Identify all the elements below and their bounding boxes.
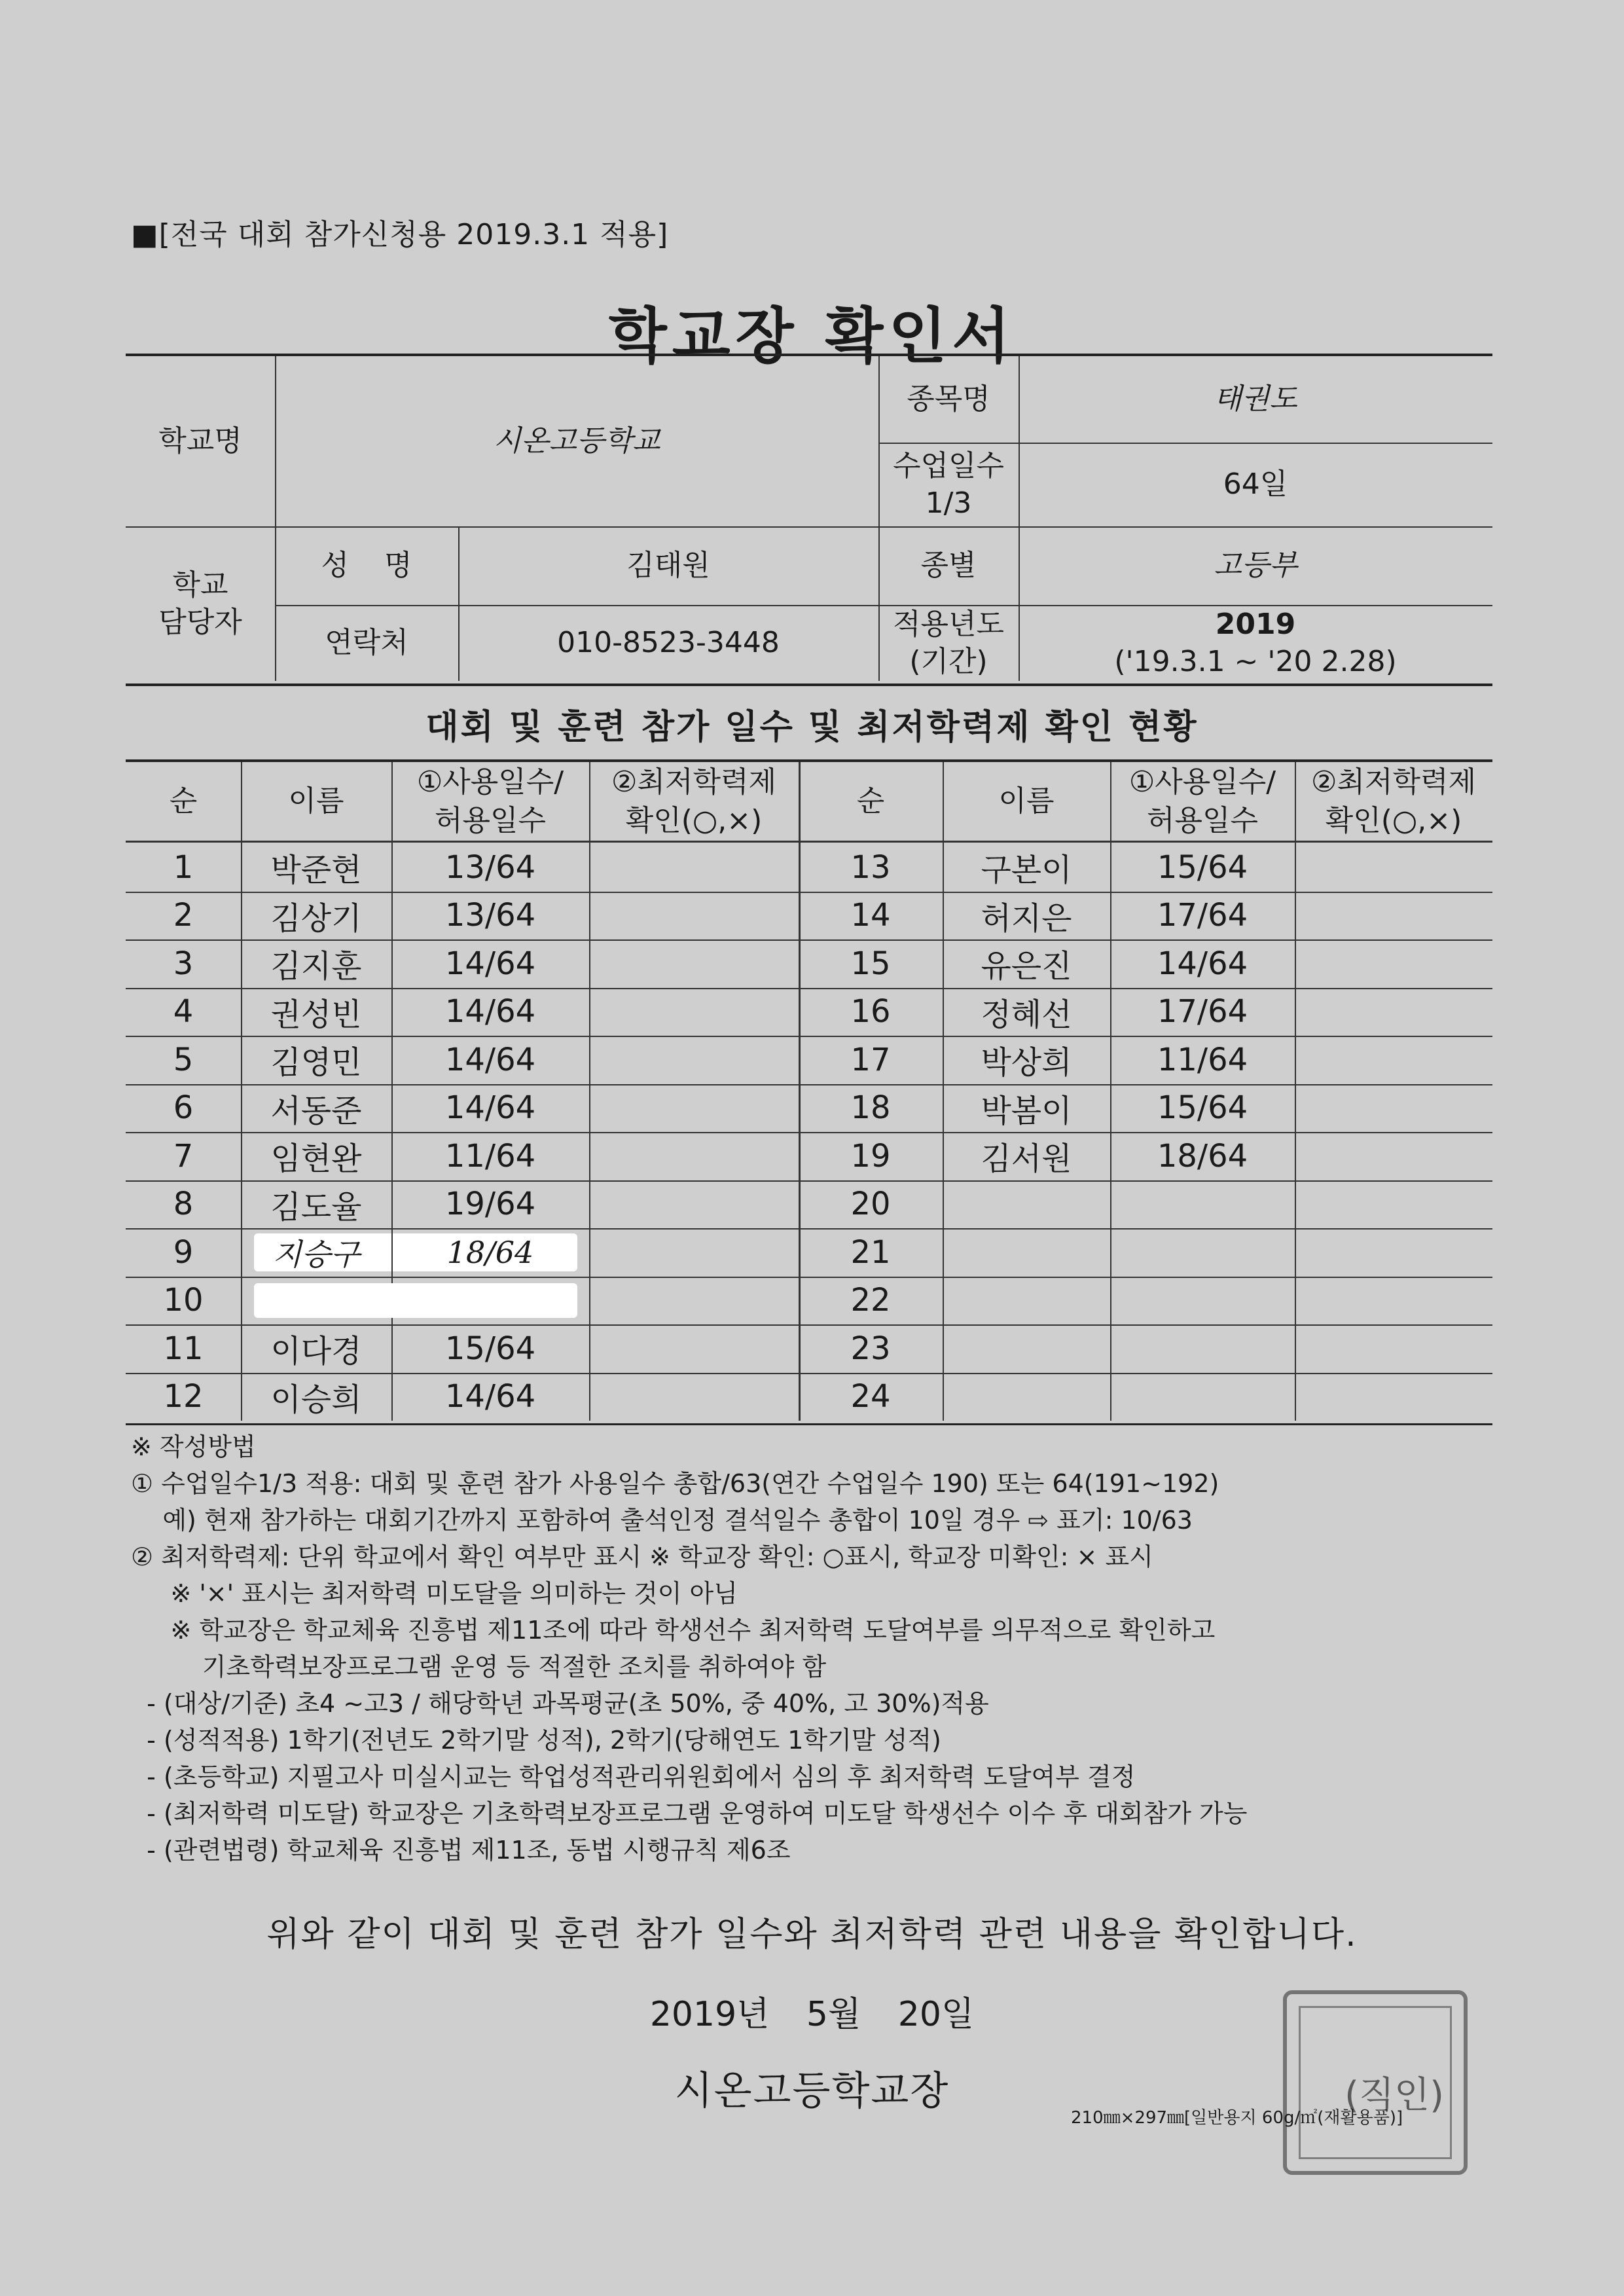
roster-right-check-17 xyxy=(1295,1036,1492,1084)
roster-right-name-21 xyxy=(943,1228,1110,1277)
roster-left-check-6 xyxy=(589,1084,799,1133)
roster-left-no-10: 10 xyxy=(163,1282,204,1319)
roster-right-check-24 xyxy=(1295,1373,1492,1421)
roster-right-days-20 xyxy=(1110,1180,1295,1229)
roster-left-name-9: 지승구 xyxy=(272,1236,360,1272)
contact-label: 연락처 xyxy=(325,626,408,660)
school-days-label: 수업일수 1/3 xyxy=(892,448,1004,520)
roster-right-no-15: 15 xyxy=(850,945,891,982)
official-seal xyxy=(1283,1990,1468,2175)
roster-right-no-21: 21 xyxy=(850,1233,891,1271)
roster-left-check-11 xyxy=(589,1324,799,1373)
roster-left-no-4: 4 xyxy=(173,993,194,1030)
roster-right-name-19: 김서원 xyxy=(981,1140,1072,1178)
note-line: - (초등학교) 지필고사 미실시교는 학업성적관리위원회에서 심의 후 최저학력 도달여부 결정 xyxy=(131,1762,1136,1791)
sport-value: 태권도 xyxy=(1214,382,1297,416)
roster-left-check-5 xyxy=(589,1036,799,1084)
note-line: 기초학력보장프로그램 운영 등 적절한 조치를 취하여야 함 xyxy=(131,1652,827,1681)
roster-right-check-20 xyxy=(1295,1180,1492,1229)
roster-left-check-3 xyxy=(589,939,799,988)
note-line: - (관련법령) 학교체육 진흥법 제11조, 동법 시행규칙 제6조 xyxy=(131,1836,791,1865)
apply-year-label: 적용년도 (기간) xyxy=(892,607,1004,678)
roster-right-no-22: 22 xyxy=(850,1282,891,1319)
manager-name-value: 김태원 xyxy=(626,549,710,583)
roster-right-days-23 xyxy=(1110,1324,1295,1373)
principal-signature-line: 시온고등학교장 xyxy=(674,2068,950,2114)
roster-left-name-3: 김지훈 xyxy=(270,948,362,985)
roster-left-name-11: 이다경 xyxy=(270,1333,362,1370)
roster-right-no-18: 18 xyxy=(850,1089,891,1127)
roster-right-days-21 xyxy=(1110,1228,1295,1277)
roster-left-name-7: 임현완 xyxy=(270,1140,362,1178)
header-used-right: ①사용일수/ 허용일수 xyxy=(1128,765,1276,837)
roster-right-no-16: 16 xyxy=(850,993,891,1030)
note-line: - (성적적용) 1학기(전년도 2학기말 성적), 2학기(당해연도 1학기말 성적) xyxy=(131,1726,941,1755)
roster-right-name-17: 박상희 xyxy=(981,1044,1072,1082)
roster-right-check-21 xyxy=(1295,1228,1492,1277)
roster-left-no-5: 5 xyxy=(173,1041,194,1078)
roster-left-no-11: 11 xyxy=(163,1330,204,1367)
roster-right-days-13: 15/64 xyxy=(1157,848,1248,886)
roster-right-days-24 xyxy=(1110,1373,1295,1421)
roster-table xyxy=(126,759,1492,1425)
header-no-left: 순 xyxy=(169,784,198,818)
school-name-value: 시온고등학교 xyxy=(493,424,660,458)
correction-tape xyxy=(254,1283,577,1319)
division-label: 종별 xyxy=(920,549,977,583)
roster-left-name-12: 이승희 xyxy=(270,1381,362,1418)
roster-right-check-13 xyxy=(1295,843,1492,892)
roster-left-no-9: 9 xyxy=(173,1233,194,1271)
roster-left-days-7: 11/64 xyxy=(444,1137,536,1175)
roster-left-days-8: 19/64 xyxy=(444,1186,536,1223)
roster-left-name-5: 김영민 xyxy=(270,1044,362,1082)
section-title: 대회 및 훈련 참가 일수 및 최저학력제 확인 현황 xyxy=(425,708,1199,747)
roster-left-days-2: 13/64 xyxy=(444,897,536,934)
header-no-right: 순 xyxy=(856,784,885,818)
roster-right-name-13: 구본이 xyxy=(981,852,1072,889)
roster-right-no-17: 17 xyxy=(850,1041,891,1078)
note-line: 예) 현재 참가하는 대회기간까지 포함하여 출석인정 결석일수 총합이 10일 경우 ⇨ 표기: 10/63 xyxy=(131,1506,1193,1535)
roster-right-no-23: 23 xyxy=(850,1330,891,1367)
roster-left-check-7 xyxy=(589,1132,799,1180)
roster-left-name-6: 서동준 xyxy=(270,1092,362,1129)
apply-period-value: ('19.3.1 ~ '20 2.28) xyxy=(1114,645,1397,678)
header-name-left: 이름 xyxy=(288,784,344,818)
roster-right-days-19: 18/64 xyxy=(1157,1137,1248,1175)
roster-right-name-23 xyxy=(943,1324,1110,1373)
header-check-right: ②최저학력제 확인(○,×) xyxy=(1311,765,1476,837)
manager-label: 학교 담당자 xyxy=(158,568,242,639)
roster-right-no-20: 20 xyxy=(850,1186,891,1223)
roster-right-check-22 xyxy=(1295,1277,1492,1325)
roster-right-check-16 xyxy=(1295,988,1492,1036)
roster-left-check-9 xyxy=(589,1228,799,1277)
roster-right-days-15: 14/64 xyxy=(1157,945,1248,982)
roster-left-check-8 xyxy=(589,1180,799,1229)
form-version-tag: ■[전국 대회 참가신청용 2019.3.1 적용] xyxy=(131,218,669,251)
roster-left-no-3: 3 xyxy=(173,945,194,982)
roster-left-check-10 xyxy=(589,1277,799,1325)
sport-label: 종목명 xyxy=(907,382,990,416)
roster-right-days-14: 17/64 xyxy=(1157,897,1248,934)
roster-left-name-2: 김상기 xyxy=(270,900,362,937)
roster-right-name-15: 유은진 xyxy=(981,948,1072,985)
roster-right-check-23 xyxy=(1295,1324,1492,1373)
roster-left-no-7: 7 xyxy=(173,1137,194,1175)
note-line: - (최저학력 미도달) 학교장은 기초학력보장프로그램 운영하여 미도달 학생선수 이수 후 대회참가 가능 xyxy=(131,1799,1248,1828)
roster-right-name-24 xyxy=(943,1373,1110,1421)
roster-left-check-4 xyxy=(589,988,799,1036)
header-used-left: ①사용일수/ 허용일수 xyxy=(416,765,564,837)
roster-left-no-8: 8 xyxy=(173,1186,194,1223)
note-line: - (대상/기준) 초4 ~고3 / 해당학년 과목평균(초 50%, 중 40%, 고 30%)적용 xyxy=(131,1689,989,1718)
roster-right-name-22 xyxy=(943,1277,1110,1325)
issue-date: 2019년 5월 20일 xyxy=(649,1995,975,2034)
division-value: 고등부 xyxy=(1214,549,1297,583)
writing-instructions xyxy=(131,1429,1492,1868)
roster-right-no-14: 14 xyxy=(850,897,891,934)
roster-left-check-2 xyxy=(589,892,799,940)
info-table xyxy=(126,354,1492,686)
note-line: ※ 작성방법 xyxy=(131,1432,256,1461)
roster-left-no-6: 6 xyxy=(173,1089,194,1127)
note-line: ※ 학교장은 학교체육 진흥법 제11조에 따라 학생선수 최저학력 도달여부를 의무적으로 확인하고 xyxy=(131,1616,1216,1645)
document-title: 학교장 확인서 xyxy=(608,301,1016,371)
seal-text: (직인) xyxy=(1344,2074,1444,2117)
roster-right-check-18 xyxy=(1295,1084,1492,1133)
roster-right-days-18: 15/64 xyxy=(1157,1089,1248,1127)
roster-left-days-5: 14/64 xyxy=(444,1041,536,1078)
roster-right-check-19 xyxy=(1295,1132,1492,1180)
roster-left-days-11: 15/64 xyxy=(444,1330,536,1367)
header-check-left: ②최저학력제 확인(○,×) xyxy=(611,765,776,837)
apply-year-cell xyxy=(1019,605,1492,681)
roster-left-check-1 xyxy=(589,843,799,892)
roster-right-name-20 xyxy=(943,1180,1110,1229)
roster-right-check-14 xyxy=(1295,892,1492,940)
roster-left-days-6: 14/64 xyxy=(444,1089,536,1127)
roster-left-check-12 xyxy=(589,1373,799,1421)
roster-right-name-14: 허지은 xyxy=(981,900,1072,937)
manager-name-label: 성 명 xyxy=(321,549,412,583)
roster-left-no-12: 12 xyxy=(163,1378,204,1415)
roster-right-check-15 xyxy=(1295,939,1492,988)
paper-spec: 210㎜×297㎜[일반용지 60g/㎡(재활용품)] xyxy=(1071,2108,1403,2128)
roster-left-days-1: 13/64 xyxy=(444,848,536,886)
roster-right-no-24: 24 xyxy=(850,1378,891,1415)
roster-right-name-18: 박봄이 xyxy=(981,1092,1072,1129)
roster-right-days-16: 17/64 xyxy=(1157,993,1248,1030)
note-line: ※ '×' 표시는 최저학력 미도달을 의미하는 것이 아님 xyxy=(131,1579,738,1608)
school-days-value: 64일 xyxy=(1223,467,1288,501)
roster-left-name-1: 박준현 xyxy=(270,852,362,889)
roster-right-days-22 xyxy=(1110,1277,1295,1325)
roster-right-days-17: 11/64 xyxy=(1157,1041,1248,1078)
roster-left-days-9: 18/64 xyxy=(446,1234,534,1270)
header-name-right: 이름 xyxy=(998,784,1055,818)
roster-left-name-4: 권성빈 xyxy=(270,996,362,1033)
roster-left-no-2: 2 xyxy=(173,897,194,934)
note-line: ② 최저학력제: 단위 학교에서 확인 여부만 표시 ※ 학교장 확인: ○표시, 학교장 미확인: × 표시 xyxy=(131,1542,1153,1571)
roster-right-no-13: 13 xyxy=(850,848,891,886)
confirmation-statement: 위와 같이 대회 및 훈련 참가 일수와 최저학력 관련 내용을 확인합니다. xyxy=(266,1915,1358,1954)
contact-value: 010-8523-3448 xyxy=(557,626,780,660)
roster-left-days-4: 14/64 xyxy=(444,993,536,1030)
school-name-label: 학교명 xyxy=(158,424,242,458)
roster-right-no-19: 19 xyxy=(850,1137,891,1175)
roster-left-days-12: 14/64 xyxy=(444,1378,536,1415)
note-line: ① 수업일수1/3 적용: 대회 및 훈련 참가 사용일수 총합/63(연간 수업일수 190) 또는 64(191~192) xyxy=(131,1469,1219,1498)
roster-left-no-1: 1 xyxy=(173,848,194,886)
roster-right-name-16: 정혜선 xyxy=(981,996,1072,1033)
roster-left-days-3: 14/64 xyxy=(444,945,536,982)
roster-left-name-8: 김도율 xyxy=(270,1188,362,1226)
apply-year-value: 2019 xyxy=(1215,607,1296,641)
